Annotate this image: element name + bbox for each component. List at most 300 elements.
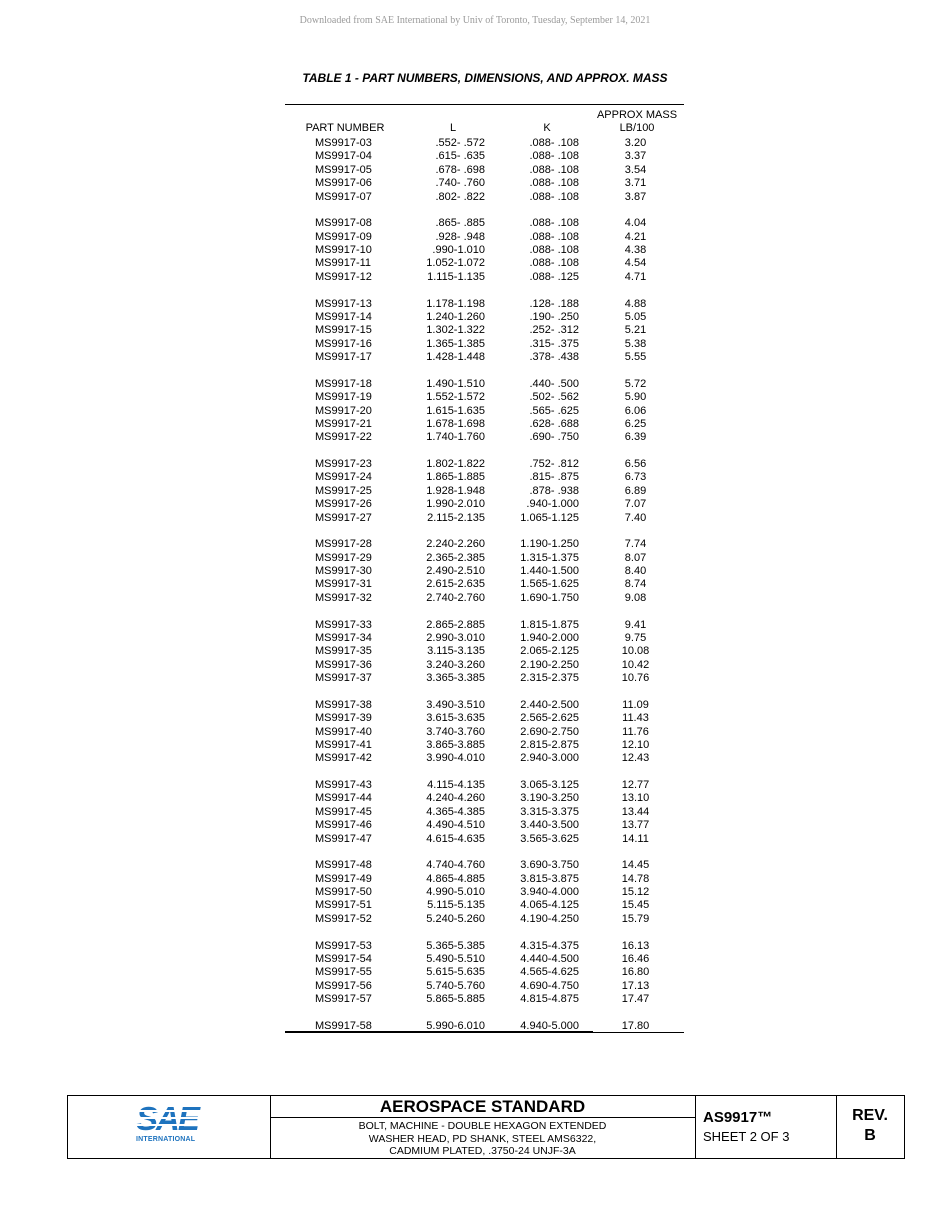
mass-cell: 7.40 xyxy=(624,511,647,524)
mass-cell: 11.43 xyxy=(622,712,649,725)
k-value: 2.690-2.750 xyxy=(520,725,579,738)
mass-cell: 12.43 xyxy=(621,752,650,765)
mass-cell: 17.47 xyxy=(621,993,650,1006)
table-row xyxy=(285,806,684,819)
part-number-cell: MS9917-45 xyxy=(315,805,372,818)
standard-description xyxy=(270,1120,695,1158)
mass-cell: 4.38 xyxy=(624,244,647,257)
part-number-cell: MS9917-18 xyxy=(315,377,372,390)
l-value: 2.615-2.635 xyxy=(426,578,485,591)
k-value: .378- .438 xyxy=(529,351,579,364)
k-value: 3.565-3.625 xyxy=(520,832,579,845)
mass-cell: 5.38 xyxy=(624,337,647,350)
part-number-cell: MS9917-56 xyxy=(315,979,372,992)
table-row xyxy=(285,940,684,953)
mass-cell: 6.06 xyxy=(624,404,647,417)
table-row xyxy=(285,672,684,685)
k-value: .815- .875 xyxy=(529,471,579,484)
l-value: 4.365-4.385 xyxy=(426,805,485,818)
table-row xyxy=(285,498,684,511)
table-row xyxy=(285,257,684,270)
download-watermark: Downloaded from SAE International by Univ of Toronto, Tuesday, September 14, 2021 xyxy=(299,15,651,26)
header-part-number: PART NUMBER xyxy=(305,122,385,134)
mass-cell: 10.76 xyxy=(621,672,650,685)
l-value: .678- .698 xyxy=(435,163,485,176)
l-value: 1.490-1.510 xyxy=(426,377,485,390)
k-value: 2.565-2.625 xyxy=(520,712,579,725)
mass-cell: 9.75 xyxy=(624,631,647,644)
mass-cell: 7.74 xyxy=(624,538,647,551)
mass-cell: 15.45 xyxy=(621,899,650,912)
k-value: 1.315-1.375 xyxy=(520,551,579,564)
l-value: 3.990-4.010 xyxy=(426,752,485,765)
l-value: .865- .885 xyxy=(435,217,485,230)
k-value: 4.815-4.875 xyxy=(520,993,579,1006)
l-value: 1.428-1.448 xyxy=(426,351,485,364)
table-row xyxy=(285,913,684,926)
table-row xyxy=(285,779,684,792)
sae-logo-subtext: INTERNATIONAL xyxy=(136,1136,196,1143)
l-value: 3.865-3.885 xyxy=(426,738,485,751)
table-row xyxy=(285,512,684,525)
l-value: 1.615-1.635 xyxy=(426,404,485,417)
l-value: 4.115-4.135 xyxy=(427,779,485,791)
table-row xyxy=(285,298,684,311)
table-row xyxy=(285,217,684,230)
mass-cell: 5.55 xyxy=(624,351,647,364)
part-number-cell: MS9917-57 xyxy=(315,993,372,1006)
part-number-cell: MS9917-37 xyxy=(315,672,372,685)
mass-cell: 3.37 xyxy=(624,150,647,163)
mass-cell: 12.10 xyxy=(621,738,650,751)
k-value: .315- .375 xyxy=(529,337,579,350)
table-row xyxy=(285,699,684,712)
part-number-cell: MS9917-47 xyxy=(315,832,372,845)
l-value: 1.928-1.948 xyxy=(426,484,485,497)
table-row xyxy=(285,899,684,912)
part-number-cell: MS9917-04 xyxy=(315,150,372,163)
sae-logo-text xyxy=(136,1100,198,1138)
table-row xyxy=(285,405,684,418)
mass-cell: 15.12 xyxy=(621,886,650,899)
table-row xyxy=(285,324,684,337)
table-row xyxy=(285,485,684,498)
part-number-cell: MS9917-35 xyxy=(315,645,372,658)
table-row xyxy=(285,338,684,351)
part-number-cell: MS9917-29 xyxy=(315,551,372,564)
k-value: 4.440-4.500 xyxy=(520,952,579,965)
l-value: 2.240-2.260 xyxy=(426,538,485,551)
mass-cell: 3.54 xyxy=(624,163,647,176)
mass-cell: 16.80 xyxy=(621,966,650,979)
table-row xyxy=(285,311,684,324)
part-number-cell: MS9917-07 xyxy=(315,190,372,203)
mass-cell: 14.78 xyxy=(621,872,650,885)
l-value: 3.115-3.135 xyxy=(427,645,485,658)
k-value: .088- .108 xyxy=(529,230,579,243)
table-row xyxy=(285,619,684,632)
l-value: .740- .760 xyxy=(435,177,485,190)
row-group xyxy=(285,458,684,525)
k-value: 3.190-3.250 xyxy=(520,792,579,805)
mass-cell: 11.76 xyxy=(622,725,649,738)
l-value: 4.490-4.510 xyxy=(426,819,485,832)
mass-cell: 16.46 xyxy=(621,952,650,965)
row-group xyxy=(285,298,684,365)
mass-cell: 8.74 xyxy=(624,578,647,591)
table-row xyxy=(285,137,684,150)
l-value: 5.740-5.760 xyxy=(426,979,485,992)
l-value: 4.865-4.885 xyxy=(426,872,485,885)
l-value: .552- .572 xyxy=(435,137,485,149)
table-row xyxy=(285,351,684,364)
mass-cell: 13.10 xyxy=(621,792,650,805)
k-value: 1.940-2.000 xyxy=(520,631,579,644)
part-number-cell: MS9917-14 xyxy=(315,310,372,323)
header-approx-mass xyxy=(590,109,684,135)
part-number-cell: MS9917-28 xyxy=(315,538,372,551)
k-value: 1.065-1.125 xyxy=(520,511,579,524)
table-row xyxy=(285,391,684,404)
mass-cell: 7.07 xyxy=(624,498,647,511)
k-value: .088- .108 xyxy=(529,163,579,176)
part-number-cell: MS9917-06 xyxy=(315,177,372,190)
k-value: 1.565-1.625 xyxy=(520,578,579,591)
row-group xyxy=(285,137,684,204)
part-number-cell: MS9917-54 xyxy=(315,952,372,965)
part-number-cell: MS9917-33 xyxy=(315,618,372,631)
table-row xyxy=(285,244,684,257)
l-value: 3.490-3.510 xyxy=(426,698,485,711)
l-value: 1.240-1.260 xyxy=(426,310,485,323)
table-row xyxy=(285,538,684,551)
header-mass-line2: LB/100 xyxy=(619,122,655,134)
l-value: 4.240-4.260 xyxy=(426,792,485,805)
part-number-cell: MS9917-34 xyxy=(315,631,372,644)
part-number-cell: MS9917-20 xyxy=(315,404,372,417)
l-value: 1.302-1.322 xyxy=(426,324,485,337)
part-number-cell: MS9917-48 xyxy=(315,859,372,872)
mass-cell: 3.20 xyxy=(624,137,647,149)
k-value: 2.440-2.500 xyxy=(520,698,579,711)
description-line: CADMIUM PLATED, .3750-24 UNJF-3A xyxy=(389,1145,576,1157)
part-number-cell: MS9917-22 xyxy=(315,431,372,444)
part-number-cell: MS9917-31 xyxy=(315,578,372,591)
row-group xyxy=(285,378,684,445)
description-line: WASHER HEAD, PD SHANK, STEEL AMS6322, xyxy=(368,1132,597,1145)
row-group xyxy=(285,538,684,605)
table-top-rule xyxy=(285,104,684,105)
revision-box xyxy=(836,1096,904,1158)
part-number-cell: MS9917-08 xyxy=(315,217,372,230)
k-value: 4.940-5.000 xyxy=(520,1019,579,1032)
k-value: 3.315-3.375 xyxy=(520,805,579,818)
logo-stripe xyxy=(136,1124,206,1126)
k-value: .088- .108 xyxy=(529,244,579,257)
k-value: 2.315-2.375 xyxy=(520,672,579,685)
k-value: 4.315-4.375 xyxy=(520,939,579,952)
table-row xyxy=(285,792,684,805)
k-value: 4.065-4.125 xyxy=(520,899,579,912)
l-value: .990-1.010 xyxy=(432,244,485,257)
header-k: K xyxy=(543,122,551,134)
mass-cell: 8.40 xyxy=(624,565,647,578)
mass-cell: 14.11 xyxy=(622,832,649,845)
l-value: 2.740-2.760 xyxy=(426,591,485,604)
part-number-cell: MS9917-43 xyxy=(315,779,372,791)
part-number-cell: MS9917-23 xyxy=(315,458,372,470)
mass-cell: 4.04 xyxy=(624,217,647,230)
part-number-cell: MS9917-46 xyxy=(315,819,372,832)
table-row xyxy=(285,712,684,725)
part-number-cell: MS9917-27 xyxy=(315,511,372,524)
l-value: 3.615-3.635 xyxy=(426,712,485,725)
part-number-cell: MS9917-09 xyxy=(315,230,372,243)
part-number-cell: MS9917-03 xyxy=(315,137,372,149)
part-number-cell: MS9917-36 xyxy=(315,658,372,671)
k-value: .128- .188 xyxy=(529,297,579,310)
k-value: .752- .812 xyxy=(529,458,579,470)
part-number-cell: MS9917-52 xyxy=(315,912,372,925)
revision-label: REV. xyxy=(852,1107,888,1124)
table-row xyxy=(285,578,684,591)
mass-cell: 13.44 xyxy=(621,805,650,818)
k-value: 2.940-3.000 xyxy=(520,752,579,765)
mass-cell: 10.08 xyxy=(621,645,650,658)
k-value: .878- .938 xyxy=(529,484,579,497)
part-number-cell: MS9917-58 xyxy=(315,1019,372,1032)
l-value: 2.365-2.385 xyxy=(426,551,485,564)
k-value: 3.815-3.875 xyxy=(520,872,579,885)
mass-cell: 12.77 xyxy=(621,779,650,791)
table-row xyxy=(285,231,684,244)
mass-cell: 8.07 xyxy=(624,551,647,564)
mass-cell: 3.71 xyxy=(624,177,647,190)
table-row xyxy=(285,378,684,391)
l-value: 5.365-5.385 xyxy=(426,939,485,952)
mass-cell: 6.25 xyxy=(624,417,647,430)
part-number-cell: MS9917-11 xyxy=(315,257,372,270)
l-value: 1.865-1.885 xyxy=(426,471,485,484)
mass-cell: 4.71 xyxy=(624,270,647,283)
part-number-cell: MS9917-15 xyxy=(315,324,372,337)
table-row xyxy=(285,431,684,444)
k-value: 4.565-4.625 xyxy=(520,966,579,979)
table-bottom-rule xyxy=(285,1032,684,1033)
k-value: .252- .312 xyxy=(529,324,579,337)
table-row xyxy=(285,418,684,431)
l-value: 1.740-1.760 xyxy=(426,431,485,444)
part-number-cell: MS9917-13 xyxy=(315,297,372,310)
table-row xyxy=(285,739,684,752)
part-number-cell: MS9917-16 xyxy=(315,337,372,350)
mass-cell: 4.54 xyxy=(624,257,647,270)
l-value: 4.615-4.635 xyxy=(426,832,485,845)
table-row xyxy=(285,873,684,886)
part-number-cell: MS9917-42 xyxy=(315,752,372,765)
table-row xyxy=(285,886,684,899)
description-line: BOLT, MACHINE - DOUBLE HEXAGON EXTENDED xyxy=(358,1120,607,1132)
table-row xyxy=(285,632,684,645)
l-value: 1.365-1.385 xyxy=(426,337,485,350)
part-number-cell: MS9917-51 xyxy=(315,899,372,912)
l-value: 3.240-3.260 xyxy=(426,658,485,671)
l-value: 4.990-5.010 xyxy=(426,886,485,899)
table-row xyxy=(285,471,684,484)
k-value: .690- .750 xyxy=(529,431,579,444)
part-number-cell: MS9917-32 xyxy=(315,591,372,604)
k-value: .088- .108 xyxy=(529,257,579,270)
k-value: .440- .500 xyxy=(529,377,579,390)
row-group xyxy=(285,619,684,686)
mass-cell: 10.42 xyxy=(621,658,650,671)
part-number-cell: MS9917-25 xyxy=(315,484,372,497)
k-value: 1.690-1.750 xyxy=(520,591,579,604)
l-value: .928- .948 xyxy=(435,230,485,243)
l-value: 4.740-4.760 xyxy=(426,859,485,872)
table-row xyxy=(285,177,684,190)
l-value: 3.740-3.760 xyxy=(426,725,485,738)
part-number-cell: MS9917-40 xyxy=(315,725,372,738)
mass-cell: 6.73 xyxy=(624,471,647,484)
row-group xyxy=(285,859,684,926)
l-value: 1.552-1.572 xyxy=(426,391,485,404)
l-value: 5.490-5.510 xyxy=(426,952,485,965)
l-value: .615- .635 xyxy=(435,150,485,163)
table-row xyxy=(285,819,684,832)
table-row xyxy=(285,859,684,872)
k-value: 1.440-1.500 xyxy=(520,565,579,578)
mass-cell: 17.13 xyxy=(621,979,650,992)
mass-cell: 5.72 xyxy=(624,377,647,390)
header-mass-line1: APPROX MASS xyxy=(596,109,678,121)
part-number-cell: MS9917-44 xyxy=(315,792,372,805)
l-value: 1.052-1.072 xyxy=(426,257,485,270)
mass-cell: 3.87 xyxy=(624,190,647,203)
table-row xyxy=(285,726,684,739)
l-value: 5.115-5.135 xyxy=(427,899,485,912)
part-number-cell: MS9917-05 xyxy=(315,163,372,176)
l-value: 5.240-5.260 xyxy=(426,912,485,925)
k-value: 2.815-2.875 xyxy=(520,738,579,751)
table-row xyxy=(285,150,684,163)
table-row xyxy=(285,191,684,204)
mass-cell: 5.90 xyxy=(624,391,647,404)
mass-cell: 15.79 xyxy=(621,912,650,925)
k-value: .088- .108 xyxy=(529,190,579,203)
k-value: .565- .625 xyxy=(529,404,579,417)
k-value: 3.065-3.125 xyxy=(520,779,579,791)
part-number-cell: MS9917-39 xyxy=(315,712,372,725)
table-row xyxy=(285,833,684,846)
table-row xyxy=(285,592,684,605)
k-value: .088- .108 xyxy=(529,137,579,149)
part-number-cell: MS9917-12 xyxy=(315,270,372,283)
part-number-cell: MS9917-17 xyxy=(315,351,372,364)
table-row xyxy=(285,966,684,979)
k-value: 1.815-1.875 xyxy=(520,618,579,631)
k-value: .502- .562 xyxy=(529,391,579,404)
table-row xyxy=(285,993,684,1006)
k-value: .088- .108 xyxy=(529,217,579,230)
part-number-cell: MS9917-26 xyxy=(315,498,372,511)
part-number-cell: MS9917-21 xyxy=(315,417,372,430)
l-value: 1.178-1.198 xyxy=(426,297,485,310)
table-body xyxy=(285,137,684,1046)
k-value: 1.190-1.250 xyxy=(520,538,579,551)
mass-cell: 5.05 xyxy=(624,310,647,323)
table-row xyxy=(285,659,684,672)
row-group xyxy=(285,940,684,1007)
l-value: 5.990-6.010 xyxy=(426,1019,485,1032)
part-number-cell: MS9917-50 xyxy=(315,886,372,899)
header-l: L xyxy=(449,122,457,134)
k-value: .940-1.000 xyxy=(526,498,579,511)
mass-cell: 6.89 xyxy=(624,484,647,497)
k-value: 2.190-2.250 xyxy=(520,658,579,671)
k-value: .088- .108 xyxy=(529,150,579,163)
mass-cell: 9.08 xyxy=(624,591,647,604)
part-number-cell: MS9917-41 xyxy=(315,738,372,751)
row-group xyxy=(285,699,684,766)
k-value: .190- .250 xyxy=(529,310,579,323)
k-value: 4.690-4.750 xyxy=(520,979,579,992)
sae-logo xyxy=(68,1096,271,1158)
l-value: 5.615-5.635 xyxy=(426,966,485,979)
table-row xyxy=(285,980,684,993)
table-row xyxy=(285,271,684,284)
table-title: TABLE 1 - PART NUMBERS, DIMENSIONS, AND APPROX. MASS xyxy=(302,71,668,85)
table-row xyxy=(285,458,684,471)
mass-cell: 9.41 xyxy=(624,618,647,631)
k-value: 4.190-4.250 xyxy=(520,912,579,925)
l-value: 1.990-2.010 xyxy=(426,498,485,511)
mass-cell: 5.21 xyxy=(624,324,647,337)
part-number-cell: MS9917-10 xyxy=(315,244,372,257)
document-number: AS9917™ xyxy=(703,1109,773,1126)
row-group xyxy=(285,779,684,846)
mass-cell: 6.39 xyxy=(624,431,647,444)
mass-cell: 17.80 xyxy=(621,1019,650,1032)
standard-heading: AEROSPACE STANDARD xyxy=(270,1096,695,1118)
k-value: 2.065-2.125 xyxy=(520,645,579,658)
logo-stripe xyxy=(136,1117,206,1119)
mass-cell: 14.45 xyxy=(621,859,650,872)
mass-cell: 13.77 xyxy=(621,819,650,832)
l-value: 2.865-2.885 xyxy=(426,618,485,631)
title-block xyxy=(67,1095,905,1159)
title-block-number xyxy=(695,1096,837,1158)
table-row xyxy=(285,552,684,565)
k-value: .088- .125 xyxy=(529,270,579,283)
table-row xyxy=(285,953,684,966)
l-value: 2.990-3.010 xyxy=(426,631,485,644)
l-value: .802- .822 xyxy=(435,190,485,203)
mass-cell: 6.56 xyxy=(624,458,647,470)
l-value: 1.678-1.698 xyxy=(426,417,485,430)
l-value: 2.490-2.510 xyxy=(426,565,485,578)
title-block-description xyxy=(270,1096,696,1158)
revision-value: B xyxy=(864,1127,876,1144)
l-value: 3.365-3.385 xyxy=(426,672,485,685)
l-value: 5.865-5.885 xyxy=(426,993,485,1006)
l-value: 1.802-1.822 xyxy=(426,458,485,470)
k-value: .628- .688 xyxy=(529,417,579,430)
table-row xyxy=(285,752,684,765)
part-number-cell: MS9917-19 xyxy=(315,391,372,404)
sheet-indicator: SHEET 2 OF 3 xyxy=(703,1129,790,1144)
k-value: .088- .108 xyxy=(529,177,579,190)
